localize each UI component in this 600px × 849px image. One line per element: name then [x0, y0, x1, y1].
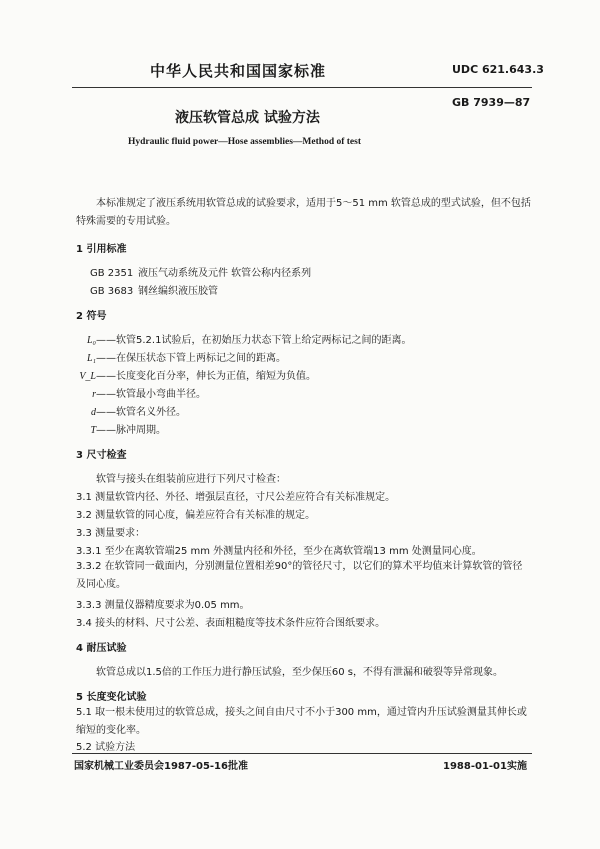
ref-item	[90, 282, 218, 297]
symbol: V_L	[79, 371, 96, 382]
symbol-definition: ——软管名义外径。	[96, 407, 186, 418]
clause-3-3-1: 3.3.1 至少在离软管端25 mm 外测量内径和外径，至少在离软管端13 mm 处测量同心度。	[76, 546, 482, 557]
ref-title: 钢丝编织液压胶管	[138, 286, 218, 297]
ref-code: GB 2351	[90, 268, 134, 279]
section1-heading: 1 引用标准	[76, 244, 127, 255]
intro-paragraph: 本标准规定了液压系统用软管总成的试验要求，适用于5～51 mm 软管总成的型式试验，但不包括特殊需要的专用试验。	[76, 198, 531, 227]
clause-5-1: 5.1 取一根未使用过的软管总成，接头之间自由尺寸不小于300 mm，通过管内升压试验测量其伸长或缩短的变化率。	[76, 707, 527, 736]
ref-title: 液压气动系统及元件 软管公称内径系列	[138, 268, 312, 279]
clause-3-1: 3.1 测量软管内径、外径、增强层直径，寸尺公差应符合有关标准规定。	[76, 492, 396, 503]
approval-line: 国家机械工业委员会1987-05-16批准	[74, 761, 248, 772]
document-title-english: Hydraulic fluid power—Hose assemblies—Method of test	[128, 137, 362, 147]
clause-3-3-3: 3.3.3 测量仪器精度要求为0.05 mm。	[76, 600, 250, 611]
symbol: L₁	[86, 353, 96, 364]
symbol-row	[72, 349, 286, 364]
section5-heading: 5 长度变化试验	[76, 692, 147, 703]
symbol-definition: ——在保压状态下管上两标记之间的距离。	[96, 353, 286, 364]
symbol: L₀	[86, 335, 96, 346]
symbol-definition: ——软管5.2.1试验后，在初始压力状态下管上给定两标记之间的距离。	[96, 335, 412, 346]
section4-text: 软管总成以1.5倍的工作压力进行静压试验，至少保压60 s，不得有泄漏和破裂等异常现象。	[96, 667, 504, 678]
symbol-row	[72, 331, 411, 346]
gb-number: GB 7939—87	[452, 96, 531, 109]
symbol-row	[72, 421, 166, 436]
clause-3-2: 3.2 测量软管的同心度，偏差应符合有关标准的规定。	[76, 510, 316, 521]
ref-item	[90, 264, 311, 279]
effective-date: 1988-01-01实施	[443, 761, 527, 772]
symbol-row	[72, 403, 186, 418]
section4-heading: 4 耐压试验	[76, 643, 127, 654]
clause-3-4: 3.4 接头的材料、尺寸公差、表面粗糙度等技术条件应符合图纸要求。	[76, 618, 386, 629]
symbol-row	[72, 367, 316, 382]
standard-title: 中华人民共和国国家标准	[150, 62, 327, 80]
ref-code: GB 3683	[90, 286, 134, 297]
clause-3-3-2: 3.3.2 在软管同一截面内，分别测量位置相差90°的管径尺寸，以它们的算术平均值来计算软管的管径及同心度。	[76, 561, 523, 590]
udc-number: UDC 621.643.3	[452, 63, 544, 76]
symbol-definition: ——长度变化百分率，伸长为正值，缩短为负值。	[96, 371, 316, 382]
symbol: d	[91, 407, 96, 418]
section3-intro: 软管与接头在组装前应进行下列尺寸检查：	[96, 474, 286, 485]
symbol: T	[90, 425, 96, 436]
symbol: r	[92, 389, 96, 400]
symbol-definition: ——脉冲周期。	[96, 425, 166, 436]
section3-heading: 3 尺寸检查	[76, 450, 127, 461]
clause-3-3: 3.3 测量要求：	[76, 528, 146, 539]
footer-rule	[72, 753, 532, 754]
symbol-definition: ——软管最小弯曲半径。	[96, 389, 206, 400]
clause-5-2: 5.2 试验方法	[76, 742, 136, 753]
document-title-chinese: 液压软管总成 试验方法	[175, 110, 320, 126]
section2-heading: 2 符号	[76, 311, 107, 322]
symbol-row	[72, 385, 206, 400]
header-rule	[72, 87, 532, 88]
